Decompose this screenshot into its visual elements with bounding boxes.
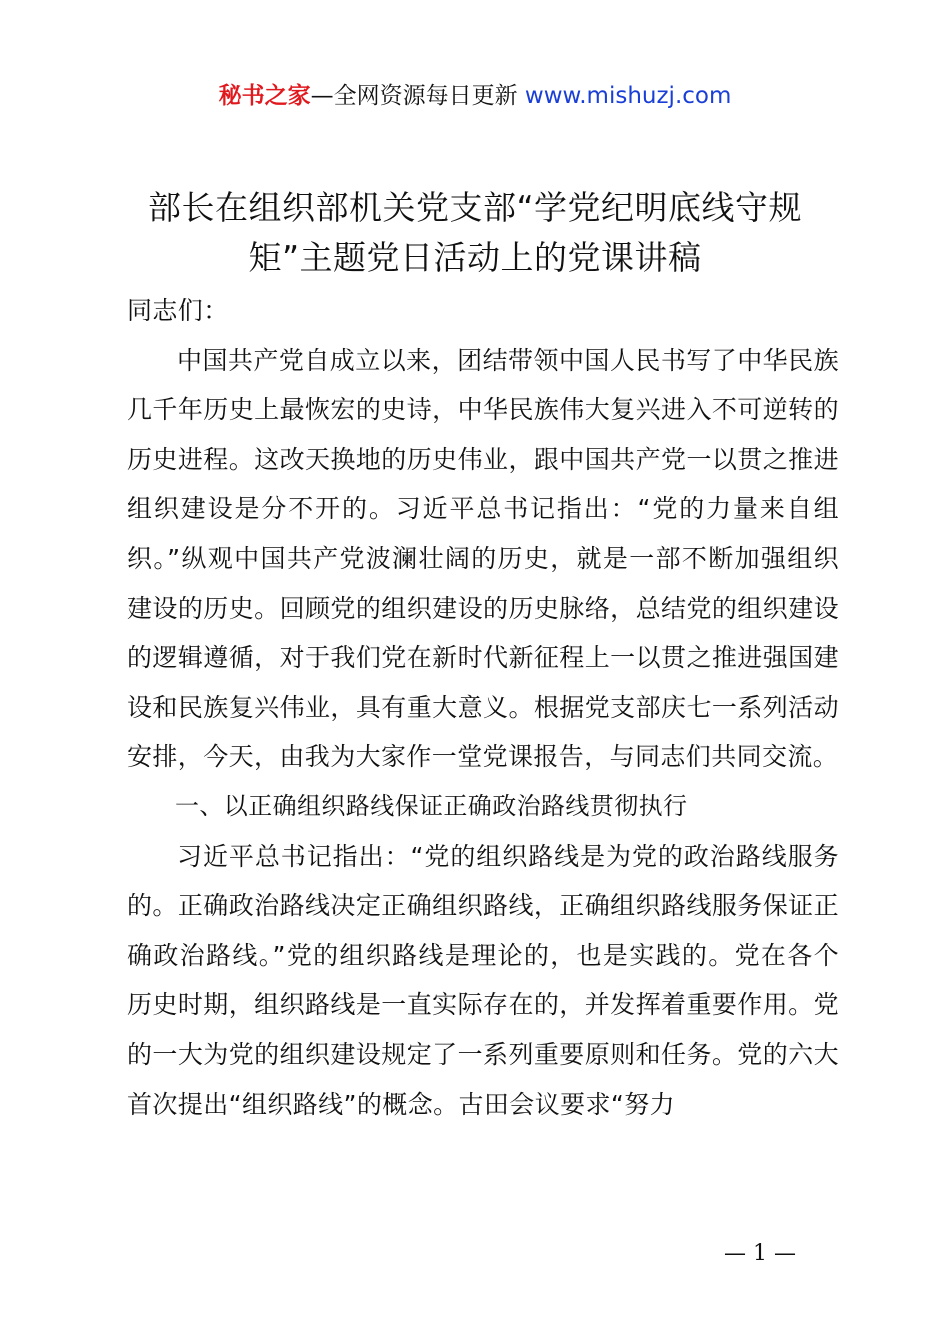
document-body xyxy=(127,286,839,1129)
paragraph-section-1: 习近平总书记指出：“党的组织路线是为党的政治路线服务的。正确政治路线决定正确组织路线，正确组织路线服务保证正确政治路线。”党的组织路线是理论的，也是实践的。党在各个历史时期，组织路线是一直实际存在的，并发挥着重要作用。党的一大为党的组织建设规定了一系列重要原则和任务。党的六大首次提出“组织路线”的概念。古田会议要求“努力 xyxy=(127,841,839,1119)
site-url-link[interactable]: www.mishuzj.com xyxy=(524,83,732,109)
site-header xyxy=(0,80,950,112)
salutation: 同志们： xyxy=(127,296,229,325)
document-title: 部长在组织部机关党支部“学党纪明底线守规矩”主题党日活动上的党课讲稿 xyxy=(147,188,803,277)
site-brand: 秘书之家 xyxy=(218,83,311,109)
paragraph-intro: 中国共产党自成立以来，团结带领中国人民书写了中华民族几千年历史上最恢宏的史诗，中华民族伟大复兴进入不可逆转的历史进程。这改天换地的历史伟业，跟中国共产党一以贯之推进组织建设是分不开的。习近平总书记指出：“党的力量来自组织。”纵观中国共产党波澜壮阔的历史，就是一部不断加强组织建设的历史。回顾党的组织建设的历史脉络，总结党的组织建设的逻辑遵循，对于我们党在新时代新征程上一以贯之推进强国建设和民族复兴伟业，具有重大意义。根据党支部庆七一系列活动安排，今天，由我为大家作一堂党课报告，与同志们共同交流。 xyxy=(127,345,839,772)
site-tagline: —全网资源每日更新 xyxy=(310,83,525,109)
page-number: — 1 — xyxy=(724,1241,796,1266)
section-heading-1: 一、以正确组织路线保证正确政治路线贯彻执行 xyxy=(175,791,688,820)
